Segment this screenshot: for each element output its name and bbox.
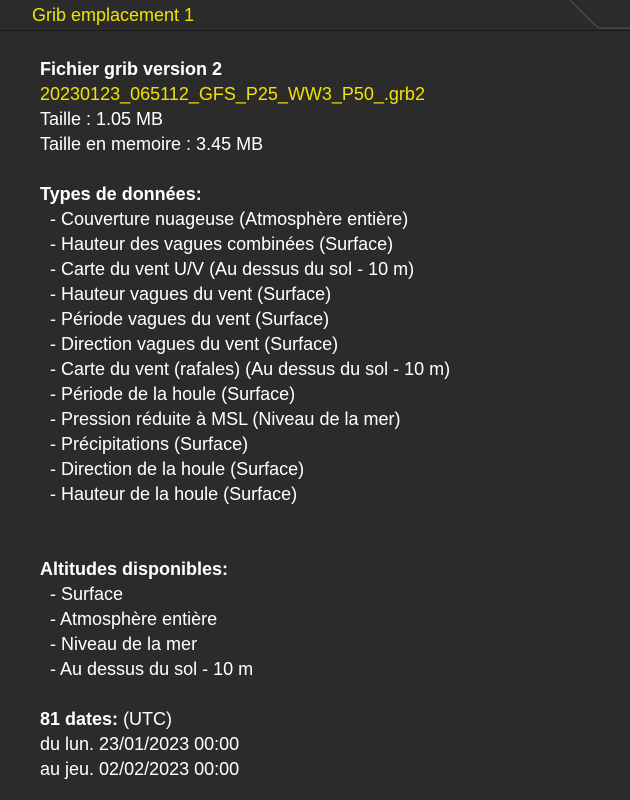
grib-details [40,57,620,782]
list-item: - Hauteur de la houle (Surface) [50,484,298,504]
list-item: - Niveau de la mer [50,634,198,654]
list-item: - Direction vagues du vent (Surface) [50,334,339,354]
list-item: - Carte du vent U/V (Au dessus du sol - 10 m) [50,259,415,279]
list-item: - Période de la houle (Surface) [50,384,296,404]
memory-size: Taille en memoire : 3.45 MB [40,134,264,154]
date-range-end: au jeu. 02/02/2023 00:00 [40,759,240,779]
list-item: - Précipitations (Surface) [50,434,249,454]
altitudes-list [40,582,620,682]
list-item: - Période vagues du vent (Surface) [50,309,330,329]
file-version-heading: Fichier grib version 2 [40,59,223,79]
panel-title: Grib emplacement 1 [32,5,195,25]
list-item: - Au dessus du sol - 10 m [50,659,254,679]
dates-timezone: (UTC) [123,709,173,729]
list-item: - Hauteur vagues du vent (Surface) [50,284,332,304]
file-name: 20230123_065112_GFS_P25_WW3_P50_.grb2 [40,84,425,104]
file-size: Taille : 1.05 MB [40,109,164,129]
corner-decoration-icon [540,0,630,30]
list-item: - Surface [50,584,124,604]
dates-summary [40,707,620,732]
list-item: - Direction de la houle (Surface) [50,459,305,479]
dates-count: 81 dates: [40,709,119,729]
data-types-heading: Types de données: [40,184,202,204]
panel-header [0,0,630,31]
list-item: - Atmosphère entière [50,609,218,629]
list-item: - Pression réduite à MSL (Niveau de la mer) [50,409,401,429]
data-types-list [40,207,620,507]
list-item: - Couverture nuageuse (Atmosphère entière) [50,209,409,229]
list-item: - Carte du vent (rafales) (Au dessus du sol - 10 m) [50,359,451,379]
list-item: - Hauteur des vagues combinées (Surface) [50,234,394,254]
date-range-start: du lun. 23/01/2023 00:00 [40,734,240,754]
altitudes-heading: Altitudes disponibles: [40,559,229,579]
